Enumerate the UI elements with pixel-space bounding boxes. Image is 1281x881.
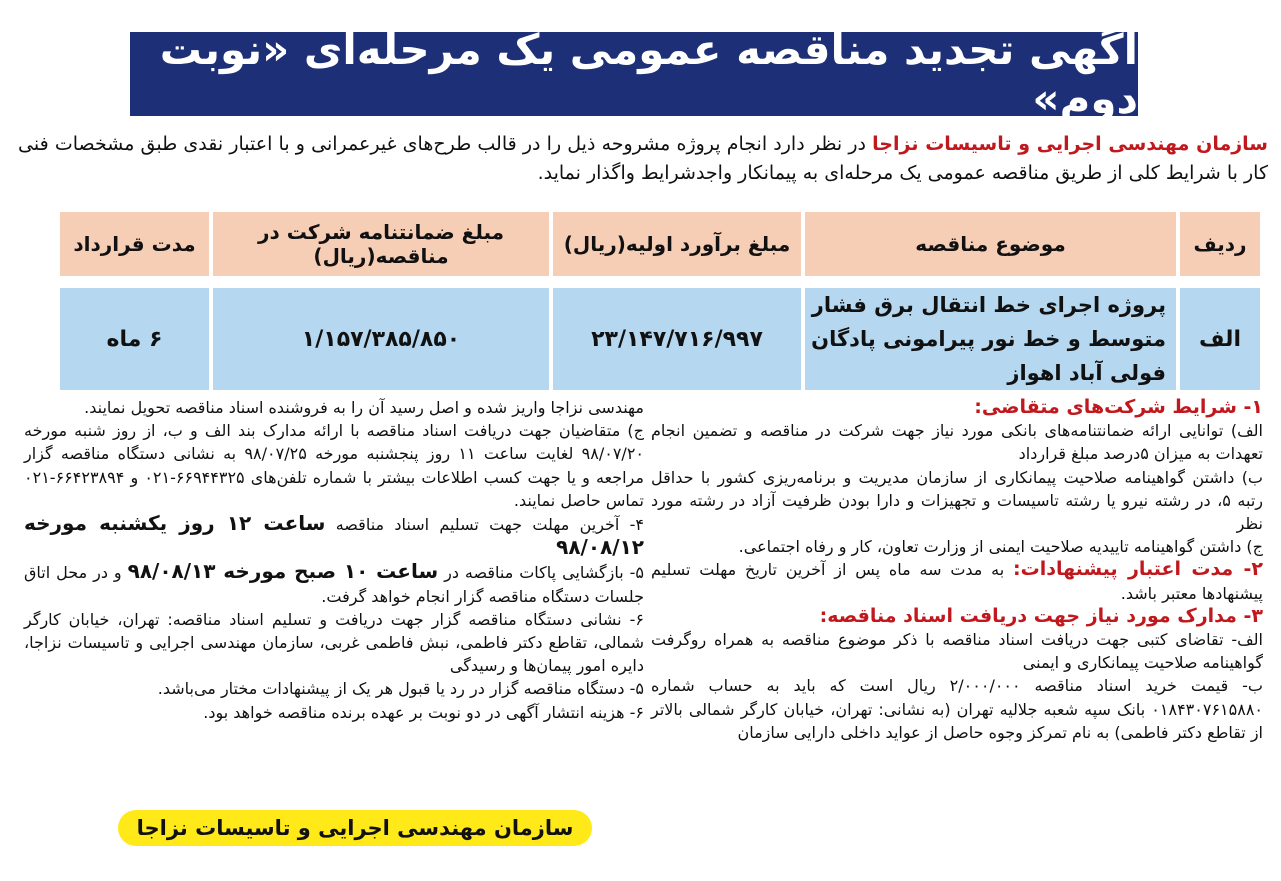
cell-row: الف (1178, 282, 1260, 390)
header-guarantee: مبلغ ضمانتنامه شرکت در مناقصه(ریال) (211, 212, 551, 282)
document-request: الف- تقاضای کتبی جهت دریافت اسناد مناقصه با ذکر موضوع مناقصه به همراه روگرفت گواهینامه صلاحیت پیمانکاری و ایمنی (651, 630, 1263, 673)
opening-value: ساعت ۱۰ صبح مورخه ۹۸/۰۸/۱۳ (127, 559, 439, 584)
document-price: ب- قیمت خرید اسناد مناقصه ۲/۰۰۰/۰۰۰ ریال است که باید به حساب شماره ۰۱۸۴۳۰۷‌‌‌۶۱۵۸۸۰ بانک سپه شعبه جلالیه تهران (به نشانی: تهران، خیابان کارگر شمالی بالاتر از تقاطع دکتر فاطمی) به نام تمرکز وجوه حاصل از عواید داخلی دارایی سازمان (651, 676, 1263, 742)
deadline-label: ۴- آخرین مهلت جهت تسلیم اسناد مناقصه (325, 515, 644, 535)
cell-guarantee: ۱/۱۵۷/۳۸۵/۸۵۰ (211, 282, 551, 390)
opening-session (24, 560, 644, 607)
badge-text: سازمان مهندسی اجرایی و تاسیسات نزاجا (136, 816, 574, 840)
table-header-row (58, 212, 1260, 282)
submission-deadline (24, 512, 644, 560)
section-2-text: به مدت سه ماه پس از آخرین تاریخ مهلت تسلیم پیشنهادها معتبر باشد. (651, 560, 1263, 603)
organization-badge (118, 810, 592, 846)
intro-paragraph (18, 130, 1268, 188)
cell-subject: پروژه اجرای خط انتقال برق فشار متوسط و خط نور پیرامونی پادگان فولی آباد اهواز (803, 282, 1178, 390)
table-row (58, 282, 1260, 390)
conditions-column (651, 396, 1263, 744)
tender-address: ۶- نشانی دستگاه مناقصه گزار جهت دریافت و تسلیم اسناد مناقصه: تهران، خیابان کارگر شمالی، تقاطع دکتر فاطمی، نبش فاطمی غربی، سازمان مهندسی اجرایی و تاسیسات نزاجا، دایره امور پیمان‌ها و رسیدگی (24, 609, 644, 676)
section-2-heading: ۲- مدت اعتبار پیشنهادات: (1013, 558, 1264, 581)
intro-text: در نظر دارد انجام پروژه مشروحه ذیل را در قالب طرح‌های غیرعمرانی و با اعتبار نقدی طبق مشخصات فنی کار با شرایط کلی از طریق مناقصه عمومی یک مرحله‌ای به پیمانکار واجدشرایط واگذار نماید. (18, 133, 1268, 184)
opening-place: و در محل اتاق جلسات دستگاه مناقصه گزار انجام خواهد گرفت. (24, 563, 644, 606)
cell-duration: ۶ ماه (58, 282, 211, 390)
section-3-heading: ۳- مدارک مورد نیاز جهت دریافت اسناد مناقصه: (819, 604, 1263, 627)
publication-cost: ۶- هزینه انتشار آگهی در دو نوبت بر عهده برنده مناقصه خواهد بود. (203, 702, 644, 722)
header-subject: موضوع مناقصه (803, 212, 1178, 282)
condition-c: ج) داشتن گواهینامه تاییدیه صلاحیت ایمنی از وزارت تعاون، کار و رفاه اجتماعی. (738, 537, 1263, 557)
intro-org: سازمان مهندسی اجرایی و تاسیسات نزاجا (872, 133, 1268, 155)
cell-estimate: ۲۳/۱۴۷/۷۱۶/۹۹۷ (551, 282, 803, 390)
deadline-value: ساعت ۱۲ روز یکشنبه مورخه ۹۸/۰۸/۱۲ (24, 511, 644, 560)
header-duration: مدت قرارداد (58, 212, 211, 282)
rejection-right: ۵- دستگاه مناقصه گزار در رد یا قبول هر یک از پیشنهادات مختار می‌باشد. (157, 679, 644, 699)
header-row: ردیف (1178, 212, 1260, 282)
section-2 (651, 558, 1263, 604)
details-column (24, 396, 644, 724)
header-estimate: مبلغ برآورد اولیه(ریال) (551, 212, 803, 282)
condition-a: الف) توانایی ارائه ضمانتنامه‌های بانکی مورد نیاز جهت شرکت در مناقصه و تضمین انجام تعهدات به میزان ۵درصد مبلغ قرارداد (651, 421, 1263, 464)
page-title (130, 25, 1138, 123)
section-1-heading: ۱- شرایط شرکت‌های متقاضی: (974, 396, 1263, 418)
tender-table (56, 212, 1260, 390)
opening-label: ۵- بازگشایی پاکات مناقصه در (438, 563, 645, 583)
title-text: آگهی تجدید مناقصه عمومی یک مرحله‌ای «نوبت دوم» (159, 25, 1138, 123)
application-period: ج) متقاضیان جهت دریافت اسناد مناقصه با ارائه مدارک بند الف و ب، از روز شنبه مورخه ۹۸/۰۷/۲۰ لغایت ساعت ۱۱ روز پنجشنبه مورخه ۹۸/۰۷/۲۵ به نشانی دستگاه مناقصه گزار مراجعه و یا جهت کسب اطلاعات بیشتر با شماره تلفن‌های ۶۶۹۴۴۳۲۵-۰۲۱ و ۶۶۴۲۳۸۹۴-۰۲۱ تماس حاصل نمایند. (24, 421, 644, 510)
condition-b: ب) داشتن گواهینامه صلاحیت پیمانکاری از سازمان مدیریت و برنامه‌ریزی کشور با حداقل رتبه ۵، در رشته نیرو یا رشته تاسیسات و تجهیزات و دارا بودن ظرفیت آزاد در رشته مورد نظر (651, 467, 1263, 534)
deposit-note: مهندسی نزاجا واریز شده و اصل رسید آن را به فروشنده اسناد مناقصه تحویل نمایند. (84, 398, 644, 417)
